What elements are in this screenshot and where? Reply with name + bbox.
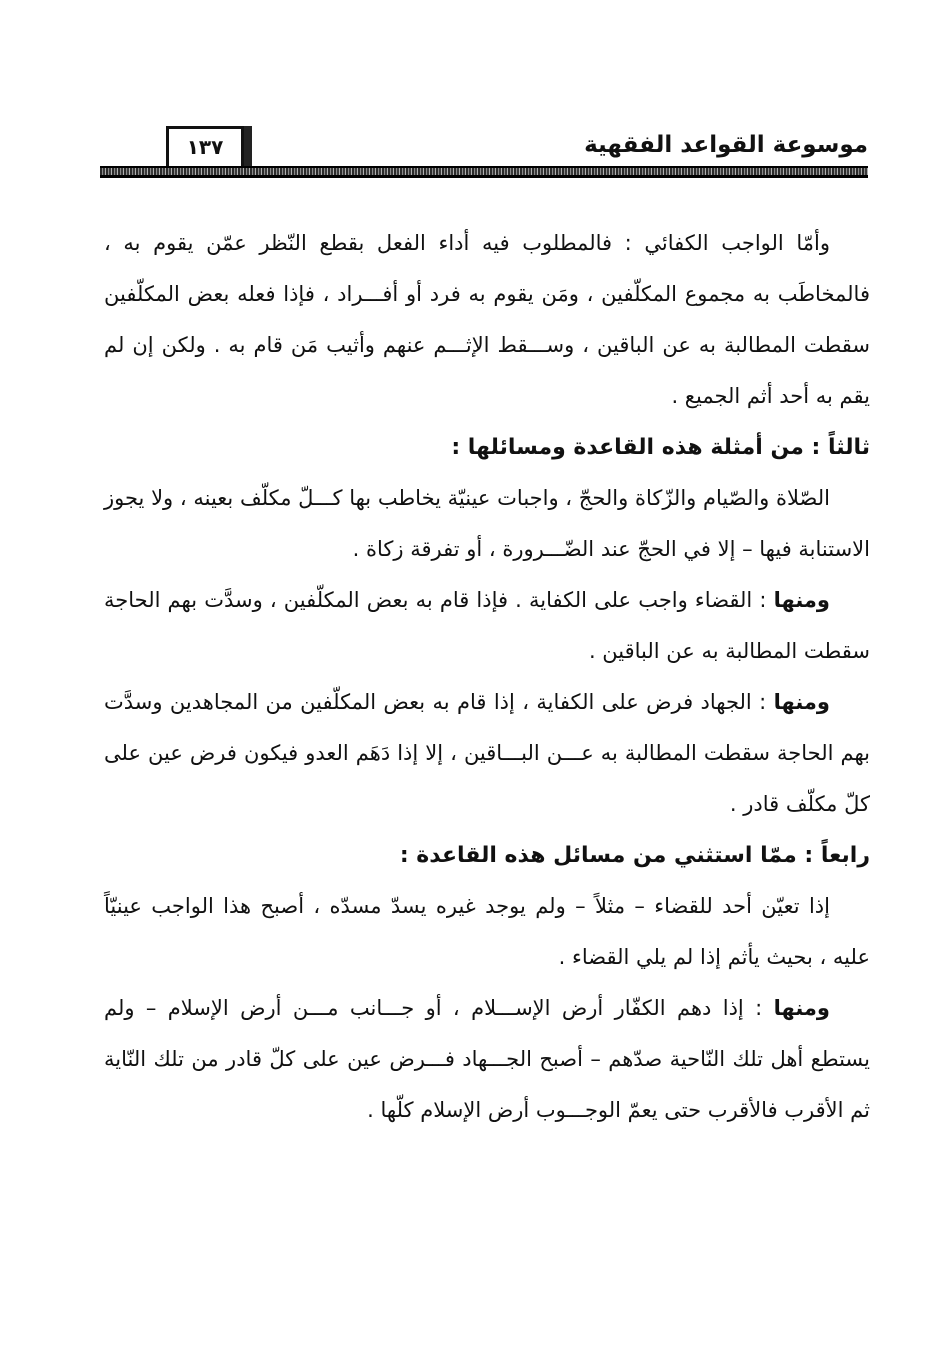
paragraph-invasion-exception xyxy=(104,983,870,1136)
running-title: موسوعة القواعد الفقهية xyxy=(584,132,868,158)
page-number: ١٣٧ xyxy=(166,126,244,166)
paragraph-text: : إذا دهم الكفّار أرض الإســـلام ، أو جـــانب مـــن أرض الإسلام – ولم يستطع أهل تلك النّاحية صدّهم – أصبح الجـــهاد فـــرض عين على كلّ قادر من تلك النّاية ثم الأقرب فالأقرب حتى يعمّ الوجـــوب أرض الإسلام كلّها . xyxy=(104,996,870,1122)
page-header xyxy=(100,120,868,178)
section-heading-exceptions: رابعاً : ممّا استثني من مسائل هذه القاعدة : xyxy=(399,843,870,868)
body-text xyxy=(104,218,870,1136)
paragraph-wajib-kifai: وأمّا الواجب الكفائي : فالمطلوب فيه أداء الفعل بقطع النّظر عمّن يقوم به ، فالمخاطَب به مجموع المكلّفين ، ومَن يقوم به فرد أو أفـــراد ، فإذا فعله بعض المكلّفين سقطت المطالبة به عن الباقين ، وســـقط الإثـــم عنهم وأثيب مَن قام به . ولكن إن لم يقم به أحد أثم الجميع . xyxy=(104,231,870,408)
paragraph-jihad xyxy=(104,677,870,830)
paragraph-qada xyxy=(104,575,870,677)
paragraph-text: : القضاء واجب على الكفاية . فإذا قام به بعض المكلّفين ، وسدَّت بهم الحاجة سقطت المطالبة به عن الباقين . xyxy=(104,588,870,663)
header-rule xyxy=(100,166,868,178)
page-number-shadow xyxy=(244,126,252,166)
paragraph-judge-exception: إذا تعيّن أحد للقضاء – مثلاً – ولم يوجد غيره يسدّ مسدّه ، أصبح هذا الواجب عينيّاً عليه ، بحيث يأثم إذا لم يلي القضاء . xyxy=(104,894,870,969)
paragraph-wajib-aini: الصّلاة والصّيام والزّكاة والحجّ ، واجبات عينيّة يخاطب بها كـــلّ مكلّف بعينه ، ولا يجوز الاستنابة فيها – إلا في الحجّ عند الضّـــرورة ، أو تفرقة زكاة . xyxy=(104,486,870,561)
paragraph-lead: ومنها xyxy=(773,690,830,714)
paragraph-lead: ومنها xyxy=(773,996,830,1020)
paragraph-text: : الجهاد فرض على الكفاية ، إذا قام به بعض المكلّفين من المجاهدين وسدَّت بهم الحاجة سقطت المطالبة به عـــن البـــاقين ، إلا إذا دَهَم العدو فيكون فرض عين على كلّ مكلّف قادر . xyxy=(104,690,870,816)
paragraph-lead: ومنها xyxy=(773,588,830,612)
section-heading-examples: ثالثاً : من أمثلة هذه القاعدة ومسائلها : xyxy=(451,435,870,460)
